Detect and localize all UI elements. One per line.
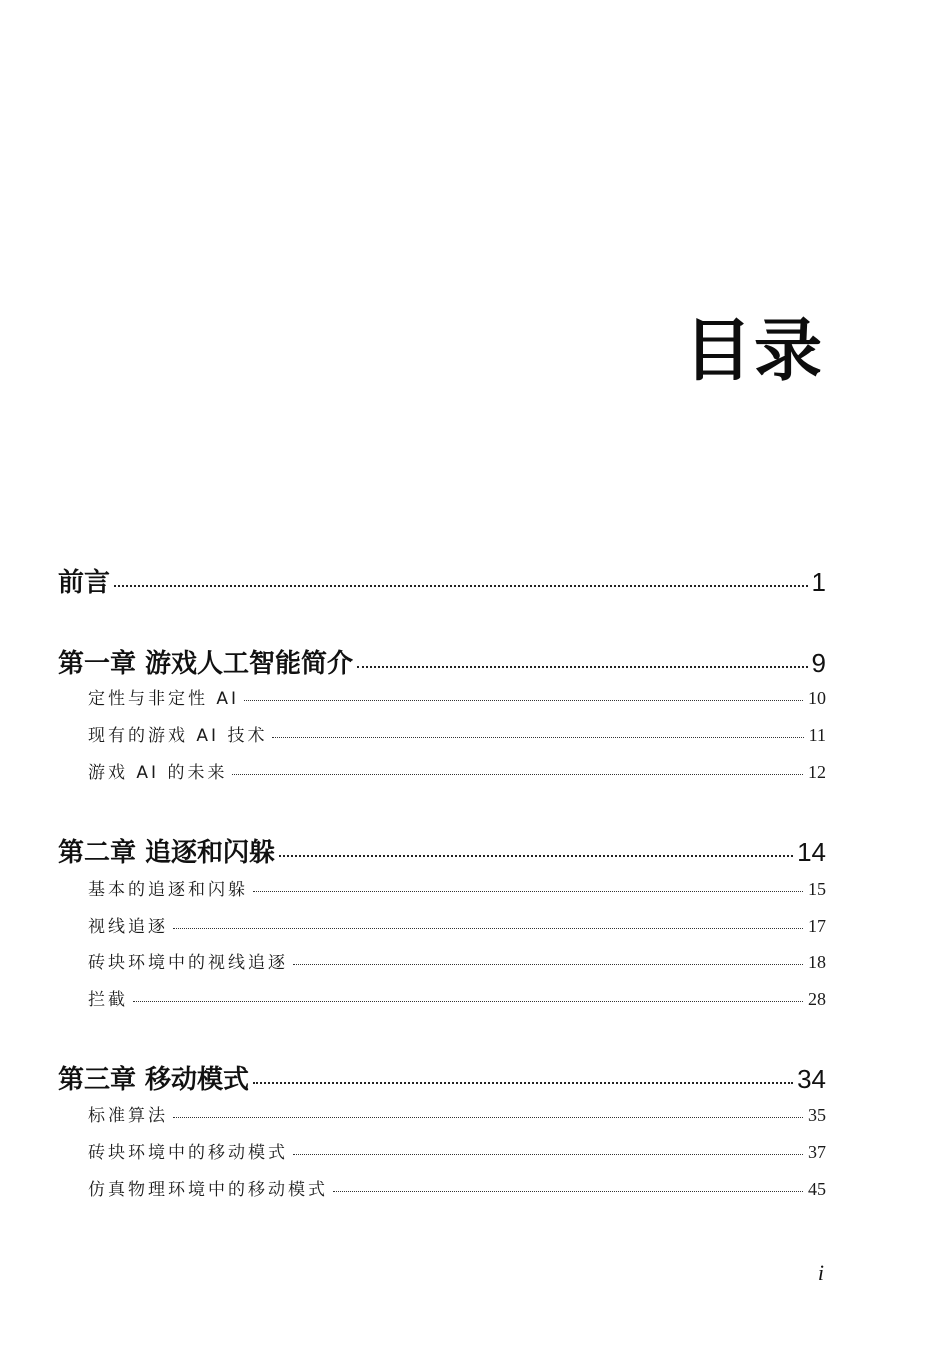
- toc-entry-chapter-3[interactable]: [58, 1059, 826, 1093]
- toc-entry-section[interactable]: [88, 912, 826, 936]
- entry-page: 15: [808, 879, 826, 899]
- toc-entry-section[interactable]: [88, 1138, 826, 1162]
- toc-entry-section[interactable]: [88, 684, 826, 708]
- entry-page: 37: [808, 1142, 826, 1162]
- entry-label: 视线追逐: [88, 917, 168, 937]
- entry-label: 第二章 追逐和闪躲: [58, 838, 276, 868]
- entry-page: 45: [808, 1179, 826, 1199]
- dot-leader: [244, 700, 803, 701]
- entry-label: 砖块环境中的视线追逐: [88, 953, 288, 973]
- toc-entry-preface[interactable]: [58, 562, 826, 596]
- entry-label: 前言: [58, 568, 111, 598]
- dot-leader: [279, 855, 793, 857]
- dot-leader: [173, 928, 803, 929]
- toc-entry-chapter-1[interactable]: [58, 643, 826, 677]
- entry-label: 第一章 游戏人工智能简介: [58, 649, 354, 679]
- toc-entry-chapter-2[interactable]: [58, 832, 826, 866]
- toc-entry-section[interactable]: [88, 875, 826, 899]
- entry-label: 第三章 移动模式: [58, 1065, 250, 1095]
- page-title: 目录: [683, 312, 824, 391]
- entry-page: 14: [797, 837, 826, 867]
- entry-label: 仿真物理环境中的移动模式: [88, 1180, 328, 1200]
- entry-page: 11: [808, 725, 826, 745]
- entry-page: 17: [808, 916, 826, 936]
- dot-leader: [357, 666, 807, 668]
- toc-entry-section[interactable]: [88, 758, 826, 782]
- dot-leader: [293, 1154, 803, 1155]
- dot-leader: [293, 964, 803, 965]
- dot-leader: [253, 891, 803, 892]
- toc-entry-section[interactable]: [88, 948, 826, 972]
- dot-leader: [173, 1117, 803, 1118]
- entry-page: 28: [808, 989, 826, 1009]
- entry-page: 35: [808, 1105, 826, 1125]
- dot-leader: [253, 1082, 793, 1084]
- dot-leader: [114, 585, 808, 587]
- toc-entry-section[interactable]: [88, 1175, 826, 1199]
- entry-label: 拦截: [88, 990, 128, 1010]
- dot-leader: [133, 1001, 803, 1002]
- entry-label: 定性与非定性 AI: [88, 689, 240, 709]
- entry-page: 12: [808, 762, 826, 782]
- entry-label: 游戏 AI 的未来: [88, 763, 228, 783]
- entry-page: 34: [797, 1064, 826, 1094]
- entry-label: 现有的游戏 AI 技术: [88, 726, 268, 746]
- toc-entry-section[interactable]: [88, 1101, 826, 1125]
- dot-leader: [232, 774, 803, 775]
- toc-entry-section[interactable]: [88, 721, 826, 745]
- page-number: i: [817, 1260, 824, 1285]
- dot-leader: [272, 737, 803, 738]
- entry-label: 基本的追逐和闪躲: [88, 880, 248, 900]
- entry-page: 1: [811, 567, 826, 597]
- toc-entry-section[interactable]: [88, 985, 826, 1009]
- entry-label: 标准算法: [88, 1106, 168, 1126]
- entry-page: 9: [811, 648, 826, 678]
- entry-label: 砖块环境中的移动模式: [88, 1143, 288, 1163]
- dot-leader: [333, 1191, 803, 1192]
- entry-page: 18: [808, 952, 826, 972]
- entry-page: 10: [808, 688, 826, 708]
